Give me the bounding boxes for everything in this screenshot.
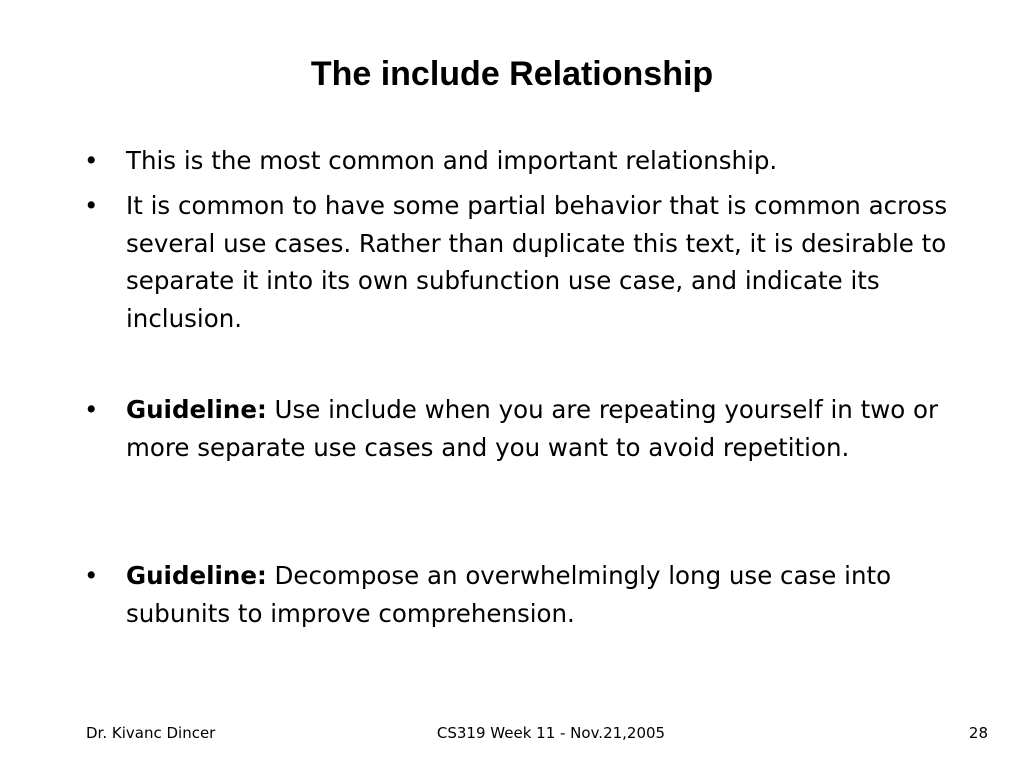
bullet-text — [126, 187, 966, 337]
bullet-marker: • — [84, 561, 99, 590]
slide-title: The include Relationship — [310, 55, 714, 93]
footer-author: Dr. Kivanc Dincer — [86, 724, 216, 742]
bullet-text — [126, 142, 966, 180]
bullet-marker: • — [84, 191, 99, 220]
bullet-body: It is common to have some partial behavior that is common across several use cases. Rather than duplicate this text, it is desirable to separate it into its own subfunction use case, and indicate its inclusion. — [126, 191, 948, 333]
footer-page-number: 28 — [968, 724, 988, 742]
footer-course: CS319 Week 11 - Nov.21,2005 — [436, 724, 666, 742]
bullet-text — [126, 391, 966, 466]
bullet-marker: • — [84, 146, 99, 175]
bullet-body: This is the most common and important relationship. — [126, 146, 778, 175]
bullet-marker: • — [84, 395, 99, 424]
bullet-body: Decompose an overwhelmingly long use case into subunits to improve comprehension. — [126, 561, 892, 628]
bullet-body: Use include when you are repeating yourself in two or more separate use cases and you want to avoid repetition. — [126, 395, 939, 462]
bullet-text — [126, 557, 966, 632]
guideline-label: Guideline: — [126, 561, 267, 590]
guideline-label: Guideline: — [126, 395, 267, 424]
